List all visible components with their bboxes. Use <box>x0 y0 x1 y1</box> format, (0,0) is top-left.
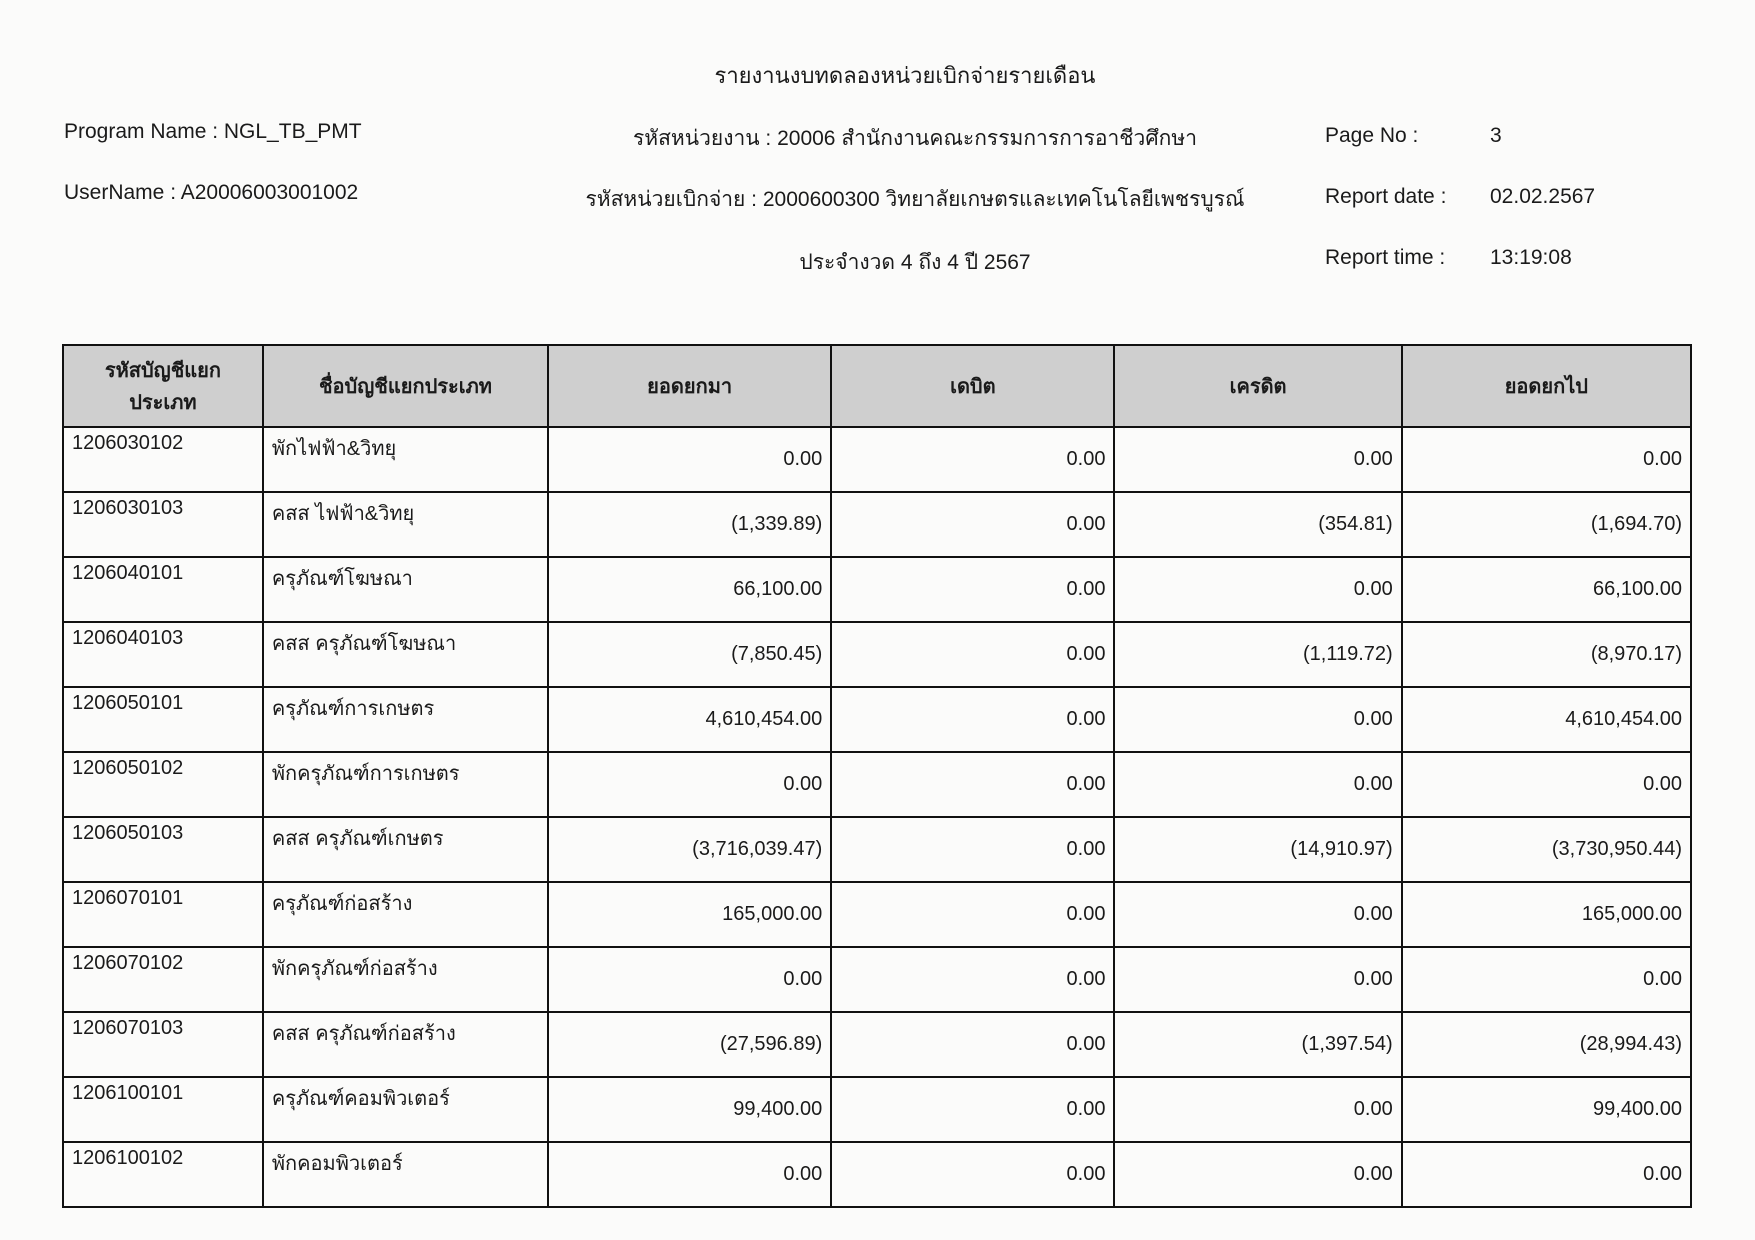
report-time-label: Report time : <box>1325 246 1446 269</box>
table-row <box>63 947 1691 1012</box>
cell-credit: (14,910.97) <box>1114 817 1401 882</box>
cell-account-code: 1206040103 <box>63 622 263 687</box>
report-date-label: Report date : <box>1325 185 1447 208</box>
report-date-value: 02.02.2567 <box>1490 185 1596 208</box>
program-name: Program Name : NGL_TB_PMT <box>64 120 362 143</box>
cell-closing-balance: (8,970.17) <box>1402 622 1691 687</box>
table-row <box>63 622 1691 687</box>
agency-code: รหัสหน่วยงาน : 20006 สำนักงานคณะกรรมการการอาชีวศึกษา <box>632 127 1198 150</box>
cell-opening-balance: (7,850.45) <box>548 622 831 687</box>
cell-debit: 0.00 <box>831 622 1114 687</box>
cell-opening-balance: (3,716,039.47) <box>548 817 831 882</box>
table-row <box>63 687 1691 752</box>
cell-account-name: ครุภัณฑ์โฆษณา <box>263 557 548 622</box>
cell-opening-balance: 0.00 <box>548 427 831 492</box>
cell-opening-balance: 99,400.00 <box>548 1077 831 1142</box>
cell-credit: 0.00 <box>1114 427 1401 492</box>
user-name: UserName : A20006003001002 <box>64 181 359 204</box>
disbursing-unit-code: รหัสหน่วยเบิกจ่าย : 2000600300 วิทยาลัยเกษตรและเทคโนโลยีเพชรบูรณ์ <box>585 188 1245 211</box>
cell-credit: 0.00 <box>1114 947 1401 1012</box>
cell-account-name: คสส ไฟฟ้า&วิทยุ <box>263 492 548 557</box>
table-row <box>63 492 1691 557</box>
cell-account-name: พักคอมพิวเตอร์ <box>263 1142 548 1207</box>
table-row <box>63 1077 1691 1142</box>
cell-debit: 0.00 <box>831 687 1114 752</box>
cell-credit: (354.81) <box>1114 492 1401 557</box>
cell-account-name: พักครุภัณฑ์การเกษตร <box>263 752 548 817</box>
cell-debit: 0.00 <box>831 557 1114 622</box>
cell-debit: 0.00 <box>831 1077 1114 1142</box>
trial-balance-table <box>62 344 1692 1208</box>
cell-account-code: 1206030102 <box>63 427 263 492</box>
cell-credit: 0.00 <box>1114 1077 1401 1142</box>
report-title: รายงานงบทดลองหน่วยเบิกจ่ายรายเดือน <box>714 63 1096 88</box>
cell-account-code: 1206050103 <box>63 817 263 882</box>
cell-closing-balance: 66,100.00 <box>1402 557 1691 622</box>
cell-debit: 0.00 <box>831 427 1114 492</box>
cell-closing-balance: (1,694.70) <box>1402 492 1691 557</box>
table-row <box>63 817 1691 882</box>
header-opening-balance: ยอดยกมา <box>548 345 831 427</box>
cell-opening-balance: (27,596.89) <box>548 1012 831 1077</box>
table-row <box>63 752 1691 817</box>
cell-account-code: 1206070102 <box>63 947 263 1012</box>
header-debit: เดบิต <box>831 345 1114 427</box>
cell-account-code: 1206070103 <box>63 1012 263 1077</box>
cell-account-name: ครุภัณฑ์คอมพิวเตอร์ <box>263 1077 548 1142</box>
cell-debit: 0.00 <box>831 752 1114 817</box>
table-row <box>63 1142 1691 1207</box>
cell-opening-balance: 0.00 <box>548 947 831 1012</box>
cell-account-name: ครุภัณฑ์ก่อสร้าง <box>263 882 548 947</box>
cell-debit: 0.00 <box>831 1142 1114 1207</box>
header-credit: เครดิต <box>1114 345 1401 427</box>
cell-closing-balance: 0.00 <box>1402 427 1691 492</box>
table-row <box>63 427 1691 492</box>
cell-credit: 0.00 <box>1114 687 1401 752</box>
page-no-label: Page No : <box>1325 124 1419 147</box>
cell-account-name: พักไฟฟ้า&วิทยุ <box>263 427 548 492</box>
cell-debit: 0.00 <box>831 947 1114 1012</box>
cell-opening-balance: 66,100.00 <box>548 557 831 622</box>
cell-opening-balance: (1,339.89) <box>548 492 831 557</box>
cell-account-code: 1206070101 <box>63 882 263 947</box>
page-no-value: 3 <box>1490 124 1502 147</box>
cell-opening-balance: 165,000.00 <box>548 882 831 947</box>
cell-credit: 0.00 <box>1114 1142 1401 1207</box>
cell-account-code: 1206040101 <box>63 557 263 622</box>
cell-closing-balance: (28,994.43) <box>1402 1012 1691 1077</box>
cell-credit: 0.00 <box>1114 882 1401 947</box>
cell-account-code: 1206030103 <box>63 492 263 557</box>
report-period: ประจำงวด 4 ถึง 4 ปี 2567 <box>799 251 1031 274</box>
table-row <box>63 1012 1691 1077</box>
cell-closing-balance: 0.00 <box>1402 1142 1691 1207</box>
cell-credit: (1,119.72) <box>1114 622 1401 687</box>
cell-debit: 0.00 <box>831 1012 1114 1077</box>
cell-account-code: 1206050102 <box>63 752 263 817</box>
cell-closing-balance: 0.00 <box>1402 752 1691 817</box>
cell-account-name: พักครุภัณฑ์ก่อสร้าง <box>263 947 548 1012</box>
cell-closing-balance: 99,400.00 <box>1402 1077 1691 1142</box>
cell-closing-balance: 165,000.00 <box>1402 882 1691 947</box>
cell-opening-balance: 4,610,454.00 <box>548 687 831 752</box>
header-account-name: ชื่อบัญชีแยกประเภท <box>263 345 548 427</box>
cell-account-name: คสส ครุภัณฑ์ก่อสร้าง <box>263 1012 548 1077</box>
cell-account-code: 1206100102 <box>63 1142 263 1207</box>
cell-credit: 0.00 <box>1114 752 1401 817</box>
cell-account-code: 1206050101 <box>63 687 263 752</box>
table-row <box>63 882 1691 947</box>
cell-debit: 0.00 <box>831 492 1114 557</box>
cell-account-name: คสส ครุภัณฑ์เกษตร <box>263 817 548 882</box>
cell-debit: 0.00 <box>831 817 1114 882</box>
cell-account-code: 1206100101 <box>63 1077 263 1142</box>
header-account-code: รหัสบัญชีแยกประเภท <box>63 345 263 427</box>
cell-account-name: ครุภัณฑ์การเกษตร <box>263 687 548 752</box>
cell-closing-balance: (3,730,950.44) <box>1402 817 1691 882</box>
cell-debit: 0.00 <box>831 882 1114 947</box>
cell-opening-balance: 0.00 <box>548 752 831 817</box>
cell-closing-balance: 0.00 <box>1402 947 1691 1012</box>
header-closing-balance: ยอดยกไป <box>1402 345 1691 427</box>
table-row <box>63 557 1691 622</box>
report-time-value: 13:19:08 <box>1490 246 1572 269</box>
cell-credit: (1,397.54) <box>1114 1012 1401 1077</box>
table-header-row <box>63 345 1691 427</box>
cell-account-name: คสส ครุภัณฑ์โฆษณา <box>263 622 548 687</box>
cell-closing-balance: 4,610,454.00 <box>1402 687 1691 752</box>
cell-opening-balance: 0.00 <box>548 1142 831 1207</box>
cell-credit: 0.00 <box>1114 557 1401 622</box>
